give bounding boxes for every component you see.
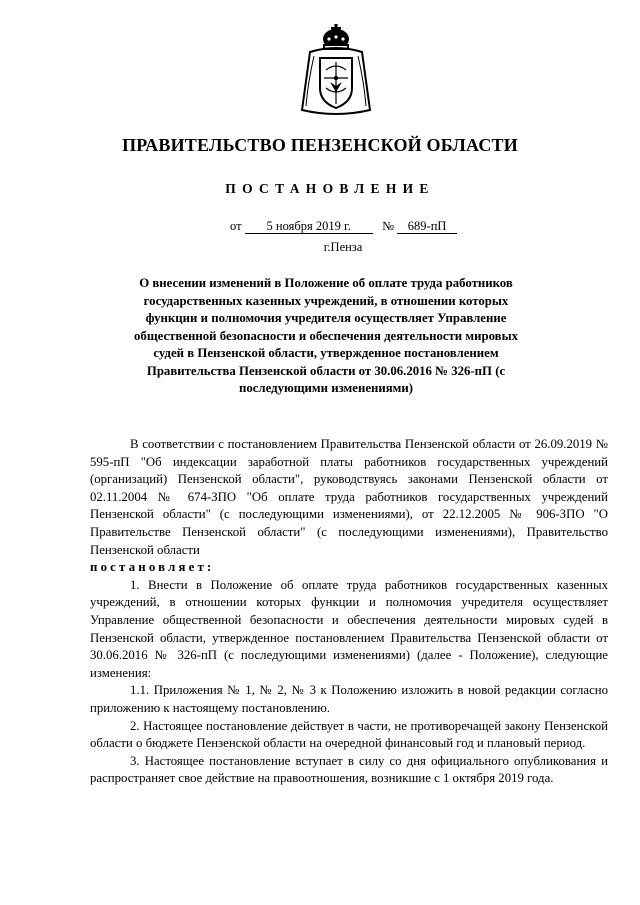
item-2-paragraph: 2. Настоящее постановление действует в части, не противоречащей закону Пензенской области о бюджете Пензенской области на очередной финансовый год и плановый период. bbox=[90, 718, 608, 751]
decree-body bbox=[90, 436, 608, 788]
item-1-1-paragraph: 1.1. Приложения № 1, № 2, № 3 к Положению изложить в новой редакции согласно приложению к настоящему постановлению. bbox=[90, 683, 608, 715]
preamble-paragraph: В соответствии с постановлением Правительства Пензенской области от 26.09.2019 № 595-пП "Об индексации заработной платы работников государственных учреждений (организаций) Пензенской области", руководствуясь законами Пензенской области от 02.11.2004 № 674-ЗПО "Об оплате труда работников государственных учреждений Пензенской области" (с последующими изменениями), от 22.12.2005 № 906-ЗПО "О Правительстве Пензенской области" (с последующими изменениями), Правительство Пензенской области bbox=[90, 437, 608, 557]
coat-of-arms-emblem bbox=[296, 22, 376, 120]
date-number-line bbox=[230, 219, 457, 234]
number-prefix: № bbox=[382, 219, 394, 233]
document-type: ПОСТАНОВЛЕНИЕ bbox=[225, 181, 435, 196]
resolves-word: постановляет: bbox=[90, 560, 215, 575]
item-3-paragraph: 3. Настоящее постановление вступает в силу со дня официального опубликования и распространяет свое действие на правоотношения, возникшие с 1 октября 2019 года. bbox=[90, 753, 608, 786]
city: г.Пенза bbox=[323, 240, 363, 254]
date-prefix: от bbox=[230, 219, 242, 233]
government-name: ПРАВИТЕЛЬСТВО ПЕНЗЕНСКОЙ ОБЛАСТИ bbox=[122, 135, 518, 155]
decree-date: 5 ноября 2019 г. bbox=[245, 219, 373, 234]
item-1-paragraph: 1. Внести в Положение об оплате труда работников государственных казенных учреждений, в отношении которых функции и полномочия учредителя осуществляет Управление общественной безопасности и обеспечения деятельности мировых судей в Пензенской области, утвержденное постановлением Правительства Пензенской области от 30.06.2016 № 326-пП (с последующими изменениями) (далее - Положение), следующие изменения: bbox=[90, 577, 608, 680]
decree-title: О внесении изменений в Положение об оплате труда работников государственных казенных учреждений, в отношении которых функции и полномочия учредителя осуществляет Управление общественной безопасности и обеспечения деятельности мировых судей в Пензенской области, утвержденное постановлением Правительства Пензенской области от 30.06.2016 № 326-пП (с последующими изменениями) bbox=[134, 276, 518, 395]
decree-number: 689-пП bbox=[397, 219, 457, 234]
resolves-paragraph bbox=[90, 559, 608, 577]
